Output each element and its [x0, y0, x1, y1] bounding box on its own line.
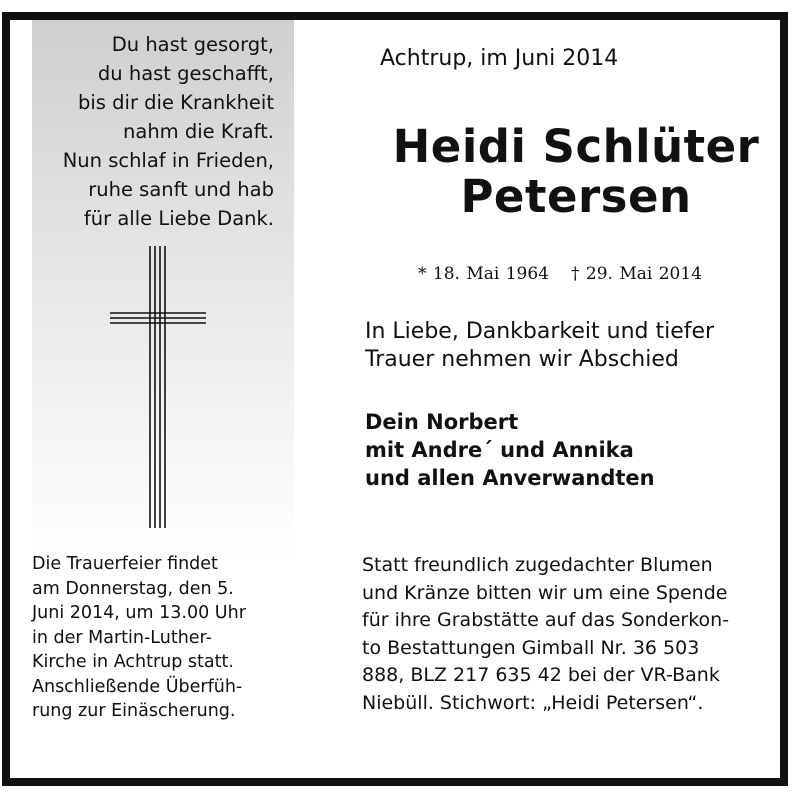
name-line: Heidi Schlüter [392, 120, 760, 173]
poem-line: bis dir die Krankheit [78, 91, 274, 114]
donation-line: Statt freundlich zugedachter Blumen [362, 554, 713, 576]
donation-line: to Bestattungen Gimball Nr. 36 503 [362, 636, 700, 659]
poem [24, 30, 274, 233]
farewell-line: In Liebe, Dankbarkeit und tiefer [365, 319, 715, 344]
service-line: in der Martin-Luther- [32, 627, 212, 648]
service-line: Anschließende Überfüh- [32, 676, 243, 697]
farewell-text [365, 318, 714, 374]
cross-icon [110, 246, 206, 528]
donation-line: und Kränze bitten wir um eine Spende [362, 581, 728, 604]
donation-line: Niebüll. Stichwort: „Heidi Petersen“. [362, 691, 704, 714]
donation-line: 888, BLZ 217 635 42 bei der VR-Bank [362, 664, 720, 686]
mourners [365, 408, 655, 492]
poem-line: Du hast gesorgt, [111, 33, 274, 56]
poem-line: ruhe sanft und hab [88, 178, 274, 201]
death-date: † 29. Mai 2014 [571, 264, 702, 284]
life-dates [418, 264, 724, 284]
poem-line: du hast geschafft, [97, 62, 274, 85]
service-line: am Donnerstag, den 5. [32, 578, 234, 599]
name-line: Petersen [460, 170, 692, 223]
poem-line: nahm die Kraft. [123, 120, 274, 143]
place-date: Achtrup, im Juni 2014 [380, 46, 619, 71]
service-line: Die Trauerfeier findet [32, 554, 218, 574]
farewell-line: Trauer nehmen wir Abschied [365, 347, 679, 372]
mourner-line: mit Andre´ und Annika [365, 438, 634, 462]
mourner-line: Dein Norbert [365, 410, 519, 434]
poem-line: für alle Liebe Dank. [83, 207, 274, 230]
service-line: rung zur Einäscherung. [32, 701, 236, 721]
service-notice [32, 552, 282, 724]
service-line: Juni 2014, um 13.00 Uhr [32, 603, 246, 623]
donation-request [362, 552, 729, 717]
birth-date: * 18. Mai 1964 [418, 264, 549, 284]
donation-line: für ihre Grabstätte auf das Sonderkon- [362, 609, 730, 631]
poem-line: Nun schlaf in Frieden, [62, 149, 274, 172]
service-line: Kirche in Achtrup statt. [32, 652, 234, 672]
deceased-name [346, 122, 800, 222]
mourner-line: und allen Anverwandten [365, 466, 655, 490]
